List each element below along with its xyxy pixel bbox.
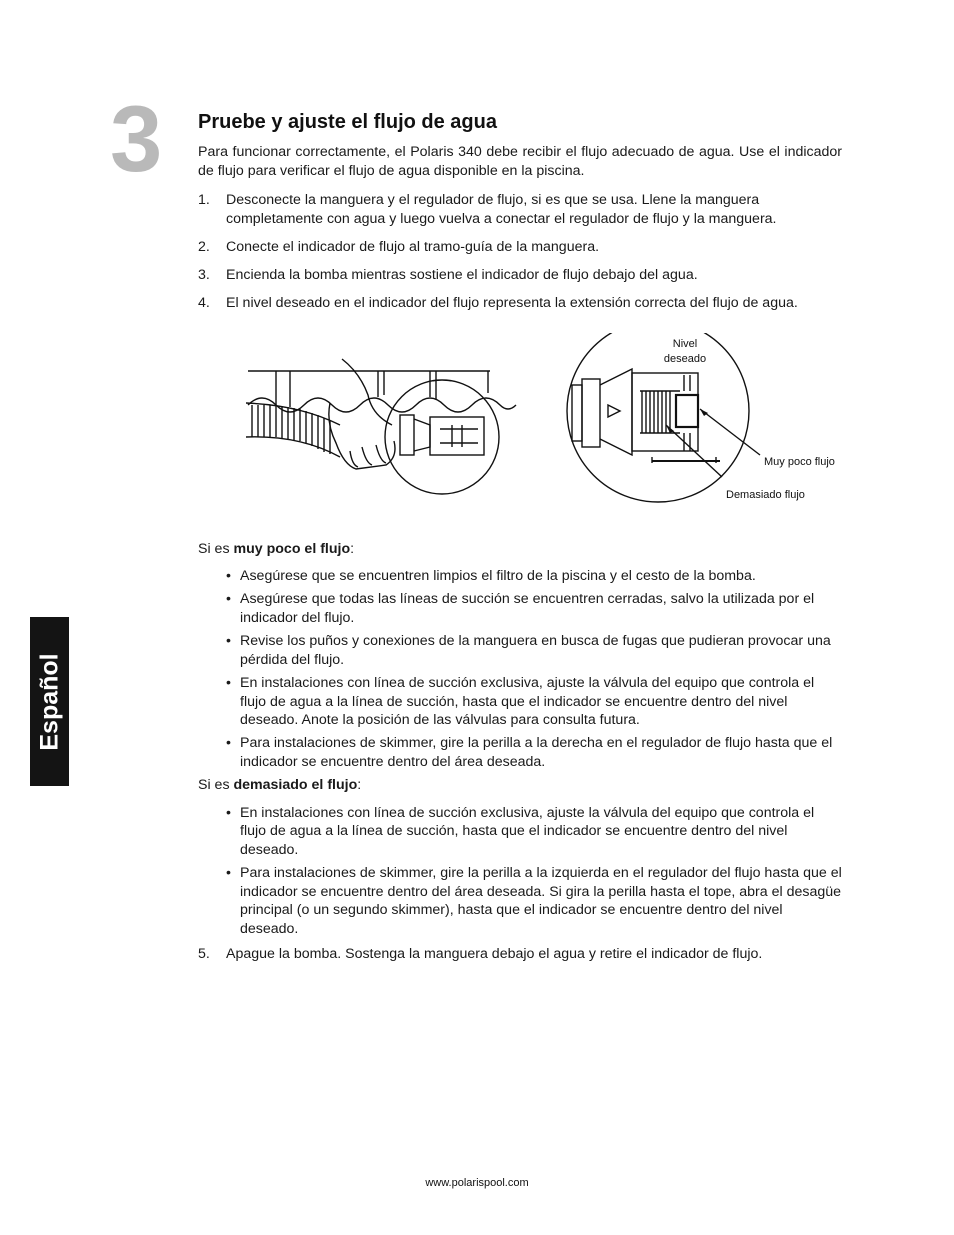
step-num: 1. [198,192,210,209]
list-item [198,238,842,257]
list-item [198,266,842,285]
list-item: • Para instalaciones de skimmer, gire la perilla a la izquierda en el regulador del flujo hasta que el indicador se encuentre dentro del área deseada. Si gira la perilla hasta el tope, abra el desagüe principal (o un segundo skimmer), hasta que el indicador se encuentre dentro del nivel deseado. [226,864,842,938]
heading-emphasis: muy poco el flujo [233,540,351,557]
heading-prefix: Si es [198,540,234,557]
step-text: Apague la bomba. Sostenga la manguera debajo el agua y retire el indicador de flujo. [226,945,763,962]
step-text: Conecte el indicador de flujo al tramo-guía de la manguera. [226,238,600,255]
label-too-little-flow: Muy poco flujo [764,455,835,468]
zoom-circle [385,380,499,494]
step-text: El nivel deseado en el indicador del flujo representa la extensión correcta del flujo de agua. [226,295,798,312]
low-flow-heading [198,540,842,559]
language-tab-label: Español [35,652,63,751]
label-line: Nivel [672,337,698,350]
heading-suffix: : [350,540,355,557]
magnified-indicator [572,369,720,463]
step-num: 3. [198,266,210,283]
list-item: • Asegúrese que se encuentren limpios el filtro de la piscina y el cesto de la bomba. [226,567,842,586]
high-flow-list [198,804,842,939]
final-step-list [198,945,842,964]
list-item: • Revise los puños y conexiones de la manguera en busca de fugas que pudieran provocar una pérdida del flujo. [226,632,842,669]
low-flow-list [198,567,842,771]
heading-suffix: : [357,777,362,794]
list-item: • En instalaciones con línea de succión exclusiva, ajuste la válvula del equipo que controla el flujo de agua a la línea de succión, hasta que el indicador se encuentre dentro del nivel deseado. Anote la posición de las válvulas para consulta futura. [226,674,842,730]
step-num: 5. [198,945,210,962]
list-item: • Asegúrese que todas las líneas de succión se encuentren cerradas, salvo la utilizada por el indicador del flujo. [226,590,842,627]
intro-paragraph: Para funcionar correctamente, el Polaris 340 debe recibir el flujo adecuado de agua. Use el indicador de flujo para verificar el flujo de agua disponible en la piscina. [198,144,842,179]
step-num: 4. [198,295,210,312]
list-item [198,294,842,313]
hand-illustration [329,359,395,469]
step-number: 3 [110,86,163,191]
list-item: • Para instalaciones de skimmer, gire la perilla a la derecha en el regulador de flujo hasta que el indicador se encuentre dentro del área deseada. [226,734,842,771]
label-too-much-flow: Demasiado flujo [726,488,805,501]
step-num: 2. [198,238,210,255]
list-item [198,191,842,228]
label-line: deseado [663,352,707,365]
small-indicator [400,415,484,455]
footer-url: www.polarispool.com [425,1177,529,1189]
steps-list [198,191,842,312]
pointer-lines [666,409,760,477]
label-desired-level [652,337,718,367]
section-title: Pruebe y ajuste el flujo de agua [198,111,497,133]
flow-indicator-figure [0,333,954,527]
step-text: Encienda la bomba mientras sostiene el indicador de flujo debajo del agua. [226,266,698,283]
main-content [198,110,842,963]
list-item [198,945,842,964]
language-tab [30,617,69,786]
heading-prefix: Si es [198,777,234,794]
flow-indicator-illustration [0,333,954,527]
heading-emphasis: demasiado el flujo [233,777,358,794]
step-text: Desconecte la manguera y el regulador de flujo, si es que se usa. Llene la manguera completamente con agua y luego vuelva a conectar el regulador de flujo y la manguera. [226,192,777,227]
list-item: • En instalaciones con línea de succión exclusiva, ajuste la válvula del equipo que controla el flujo de agua a la línea de succión, hasta que el indicador se encuentre dentro del nivel deseado. [226,804,842,860]
high-flow-heading [198,776,842,795]
